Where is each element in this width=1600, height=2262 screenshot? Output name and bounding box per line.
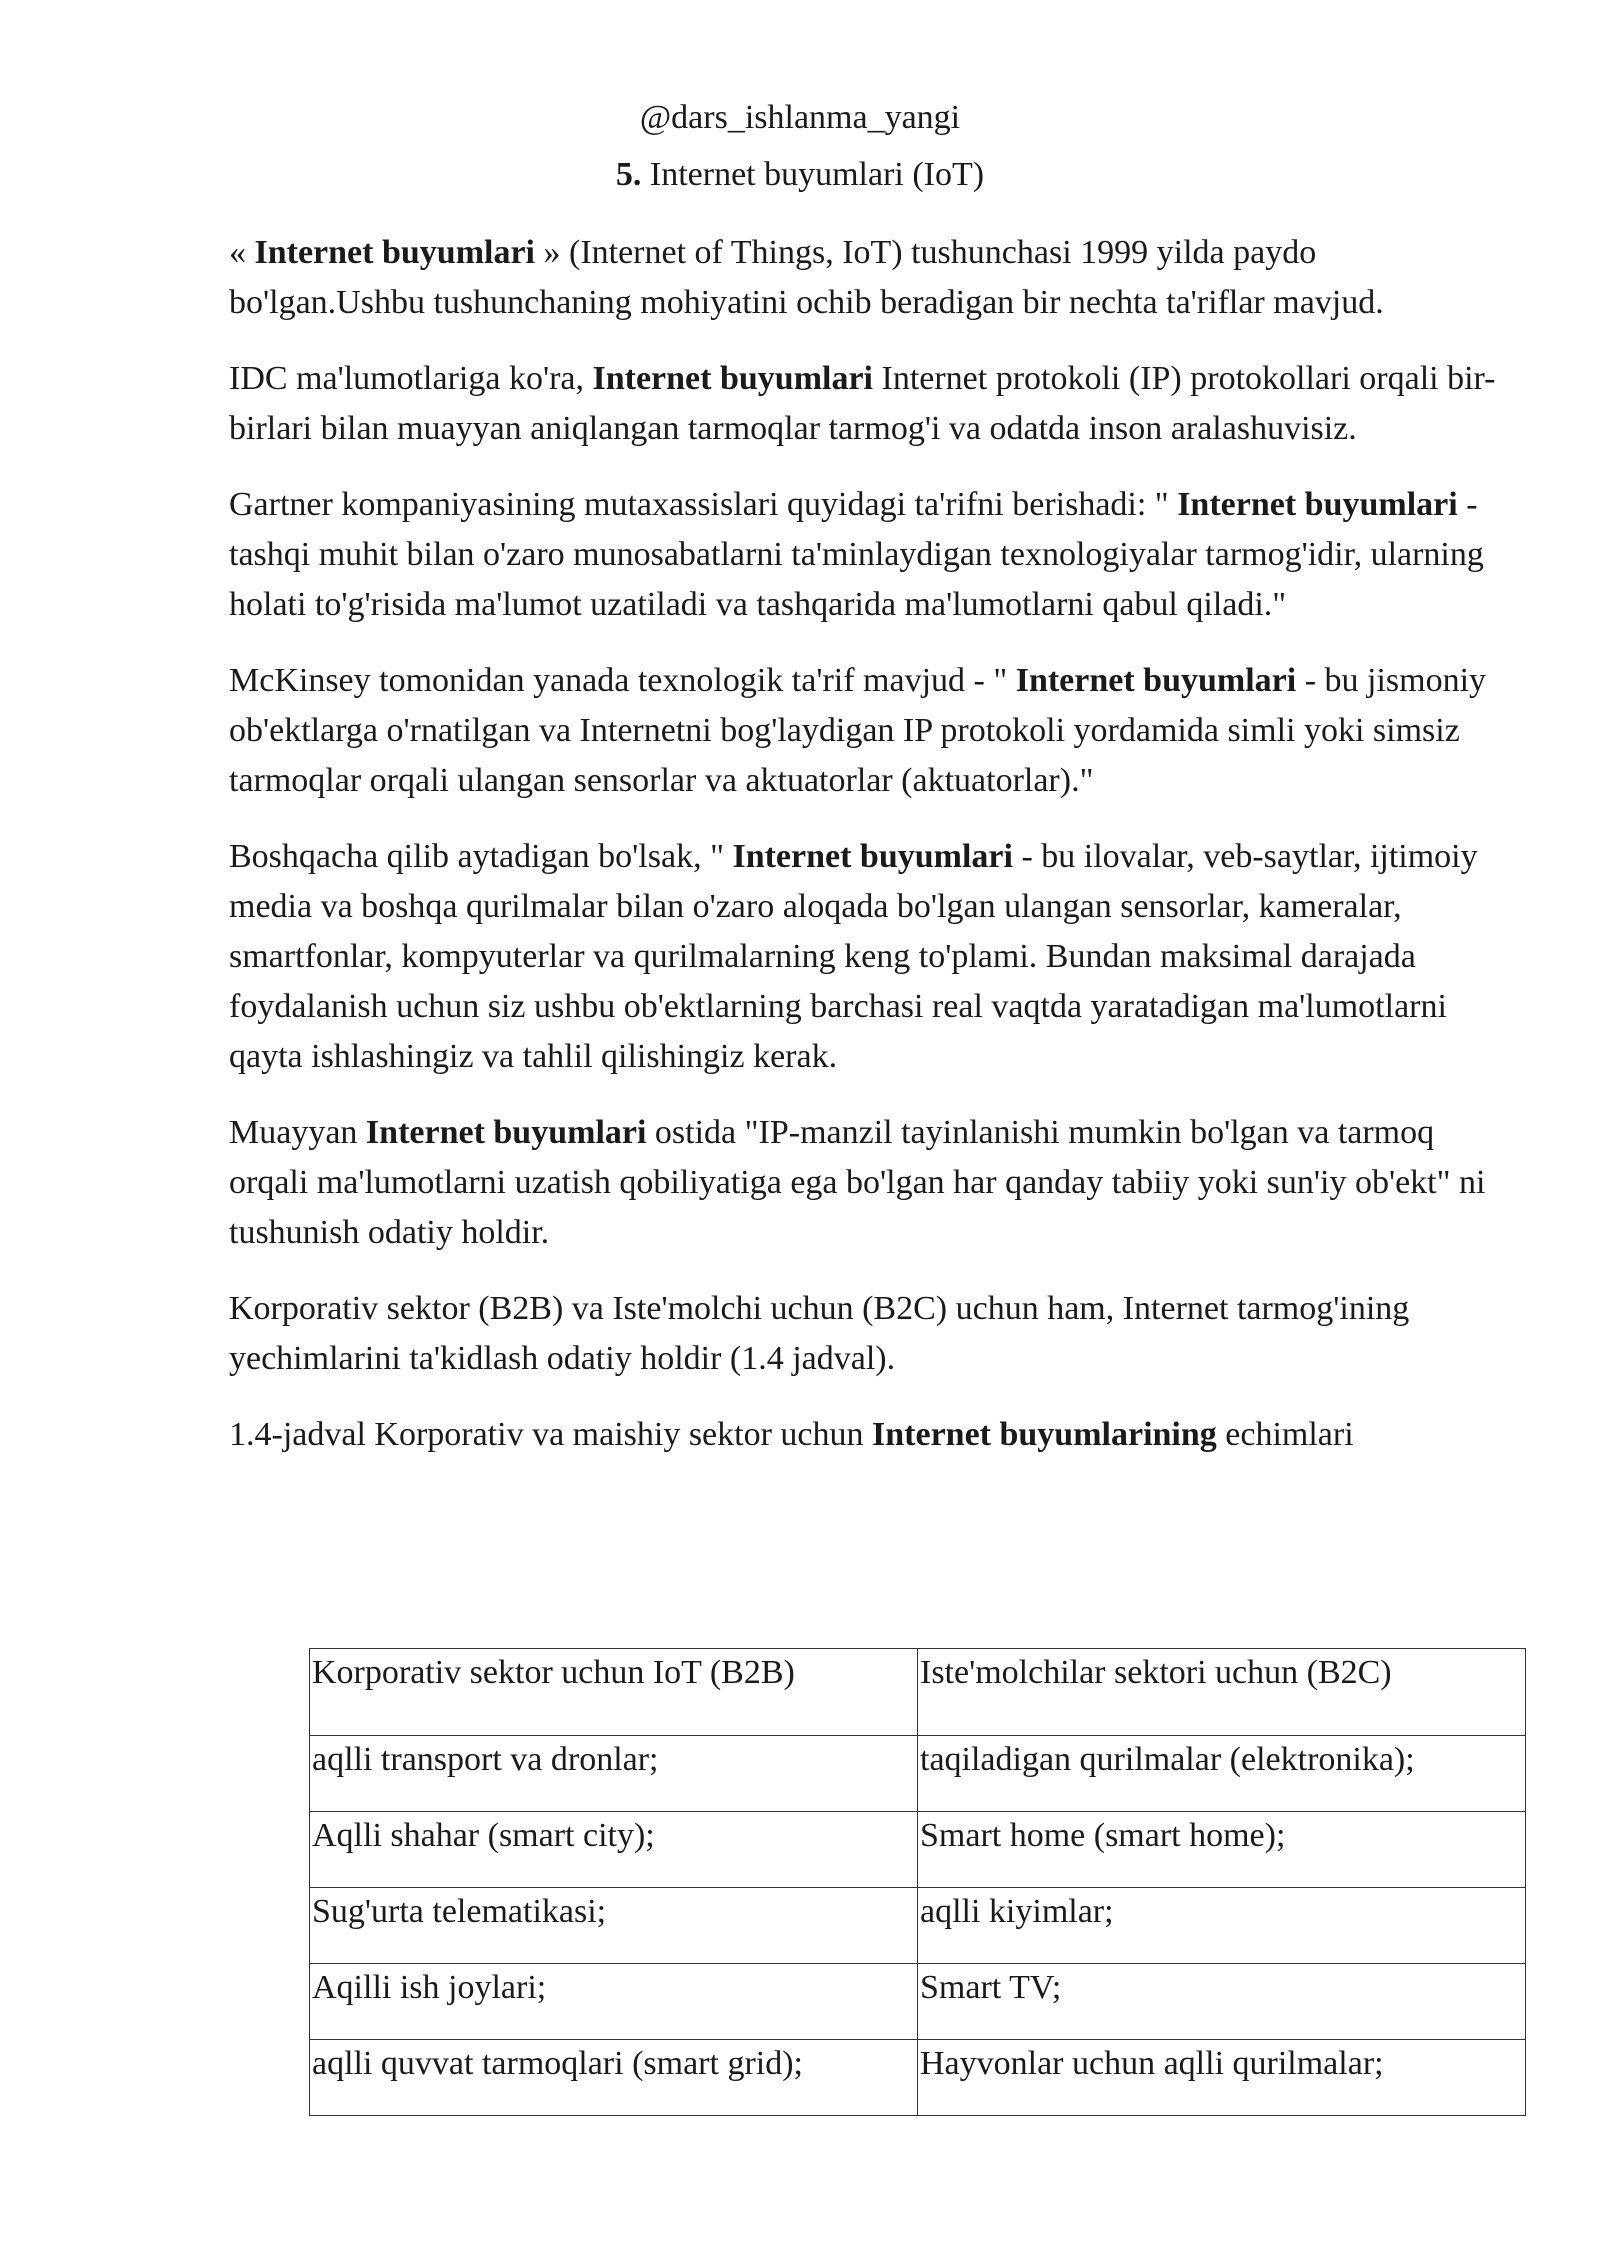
table-row xyxy=(310,1736,1526,1812)
bold-term: Internet buyumlari xyxy=(1015,662,1297,699)
table-cell: Hayvonlar uchun aqlli qurilmalar; xyxy=(918,2040,1526,2116)
paragraph xyxy=(229,480,1499,630)
table-row xyxy=(310,1812,1526,1888)
bold-term: Internet buyumlari xyxy=(1177,486,1458,523)
channel-handle: @dars_ishlanma_yangi xyxy=(639,99,961,136)
table-row xyxy=(310,1964,1526,2040)
paragraph-text: IDC ma'lumotlariga ko'ra, xyxy=(229,360,593,397)
table-cell: Smart home (smart home); xyxy=(918,1812,1526,1888)
table-cell: aqlli kiyimlar; xyxy=(918,1888,1526,1964)
table-caption xyxy=(229,1410,1499,1460)
table-cell: Smart TV; xyxy=(918,1964,1526,2040)
table-cell: aqlli transport va dronlar; xyxy=(310,1736,918,1812)
paragraph-text: - bu jismoniy ob'ektlarga o'rnatilgan va Internetni bog'laydigan IP protokoli yordamida simli yoki simsiz tarmoqlar orqali ulangan sensorlar va aktuatorlar (aktuatorlar)." xyxy=(229,662,1487,799)
table-header-row xyxy=(310,1649,1526,1736)
document-body xyxy=(229,228,1499,1480)
paragraph-text: Muayyan xyxy=(229,1114,366,1151)
iot-solutions-table xyxy=(309,1648,1526,2116)
paragraph-text: ostida "IP-manzil tayinlanishi mumkin bo'lgan va tarmoq orqali ma'lumotlarni uzatish qobiliyatiga ega bo'lgan har qanday tabiiy yoki sun'iy ob'ekt" ni tushunish odatiy holdir. xyxy=(229,1114,1486,1251)
paragraph xyxy=(229,354,1499,454)
table-cell: aqlli quvvat tarmoqlari (smart grid); xyxy=(310,2040,918,2116)
table-cell: taqiladigan qurilmalar (elektronika); xyxy=(918,1736,1526,1812)
bold-term: Internet buyumlari xyxy=(592,360,873,397)
paragraph xyxy=(229,228,1499,328)
section-number: 5. xyxy=(615,156,642,193)
bold-term: Internet buyumlarining xyxy=(872,1416,1217,1453)
section-title xyxy=(0,153,1600,197)
table-row xyxy=(310,1888,1526,1964)
paragraph xyxy=(229,832,1499,1082)
paragraph-text: » (Internet of Things, IoT) tushunchasi 1999 yilda paydo bo'lgan.Ushbu tushunchaning mohiyatini ochib beradigan bir nechta ta'riflar mavjud. xyxy=(229,234,1384,321)
paragraph xyxy=(229,1108,1499,1258)
paragraph-text: « xyxy=(229,234,255,271)
table-cell: Korporativ sektor uchun IoT (B2B) xyxy=(310,1649,918,1736)
bold-term: Internet buyumlari xyxy=(732,838,1013,875)
table-cell: Aqlli shahar (smart city); xyxy=(310,1812,918,1888)
caption-text: echimlari xyxy=(1216,1416,1354,1453)
paragraph-text: - tashqi muhit bilan o'zaro munosabatlarni ta'minlaydigan texnologiyalar tarmog'idir, ularning holati to'g'risida ma'lumot uzatiladi va tashqarida ma'lumotlarni qabul qiladi." xyxy=(229,486,1484,623)
table-cell: Sug'urta telematikasi; xyxy=(310,1888,918,1964)
bold-term: Internet buyumlari xyxy=(365,1114,647,1151)
section-title-text: Internet buyumlari (IoT) xyxy=(641,156,985,193)
paragraph-text: Boshqacha qilib aytadigan bo'lsak, " xyxy=(229,838,733,875)
paragraph xyxy=(229,656,1499,806)
paragraph-text: Gartner kompaniyasining mutaxassislari quyidagi ta'rifni berishadi: " xyxy=(229,486,1178,523)
table-cell: Iste'molchilar sektori uchun (B2C) xyxy=(918,1649,1526,1736)
paragraph-text: McKinsey tomonidan yanada texnologik ta'rif mavjud - " xyxy=(229,662,1016,699)
table-cell: Aqilli ish joylari; xyxy=(310,1964,918,2040)
caption-text: 1.4-jadval Korporativ va maishiy sektor uchun xyxy=(229,1416,873,1453)
paragraph-text: Internet protokoli (IP) protokollari orqali bir-birlari bilan muayyan aniqlangan tarmoqlar tarmog'i va odatda inson aralashuvisiz. xyxy=(229,360,1496,447)
paragraph xyxy=(229,1284,1499,1384)
paragraph-text: Korporativ sektor (B2B) va Iste'molchi uchun (B2C) uchun ham, Internet tarmog'ining yechimlarini ta'kidlash odatiy holdir (1.4 jadval). xyxy=(229,1290,1410,1377)
bold-term: Internet buyumlari xyxy=(254,234,535,271)
table-row xyxy=(310,2040,1526,2116)
paragraph-text: - bu ilovalar, veb-saytlar, ijtimoiy media va boshqa qurilmalar bilan o'zaro aloqada bo'lgan ulangan sensorlar, kameralar, smartfonlar, kompyuterlar va qurilmalarning keng to'plami. Bundan maksimal darajada foydalanish uchun siz ushbu ob'ektlarning barchasi real vaqtda yaratadigan ma'lumotlarni qayta ishlashingiz va tahlil qilishingiz kerak. xyxy=(229,838,1478,1075)
